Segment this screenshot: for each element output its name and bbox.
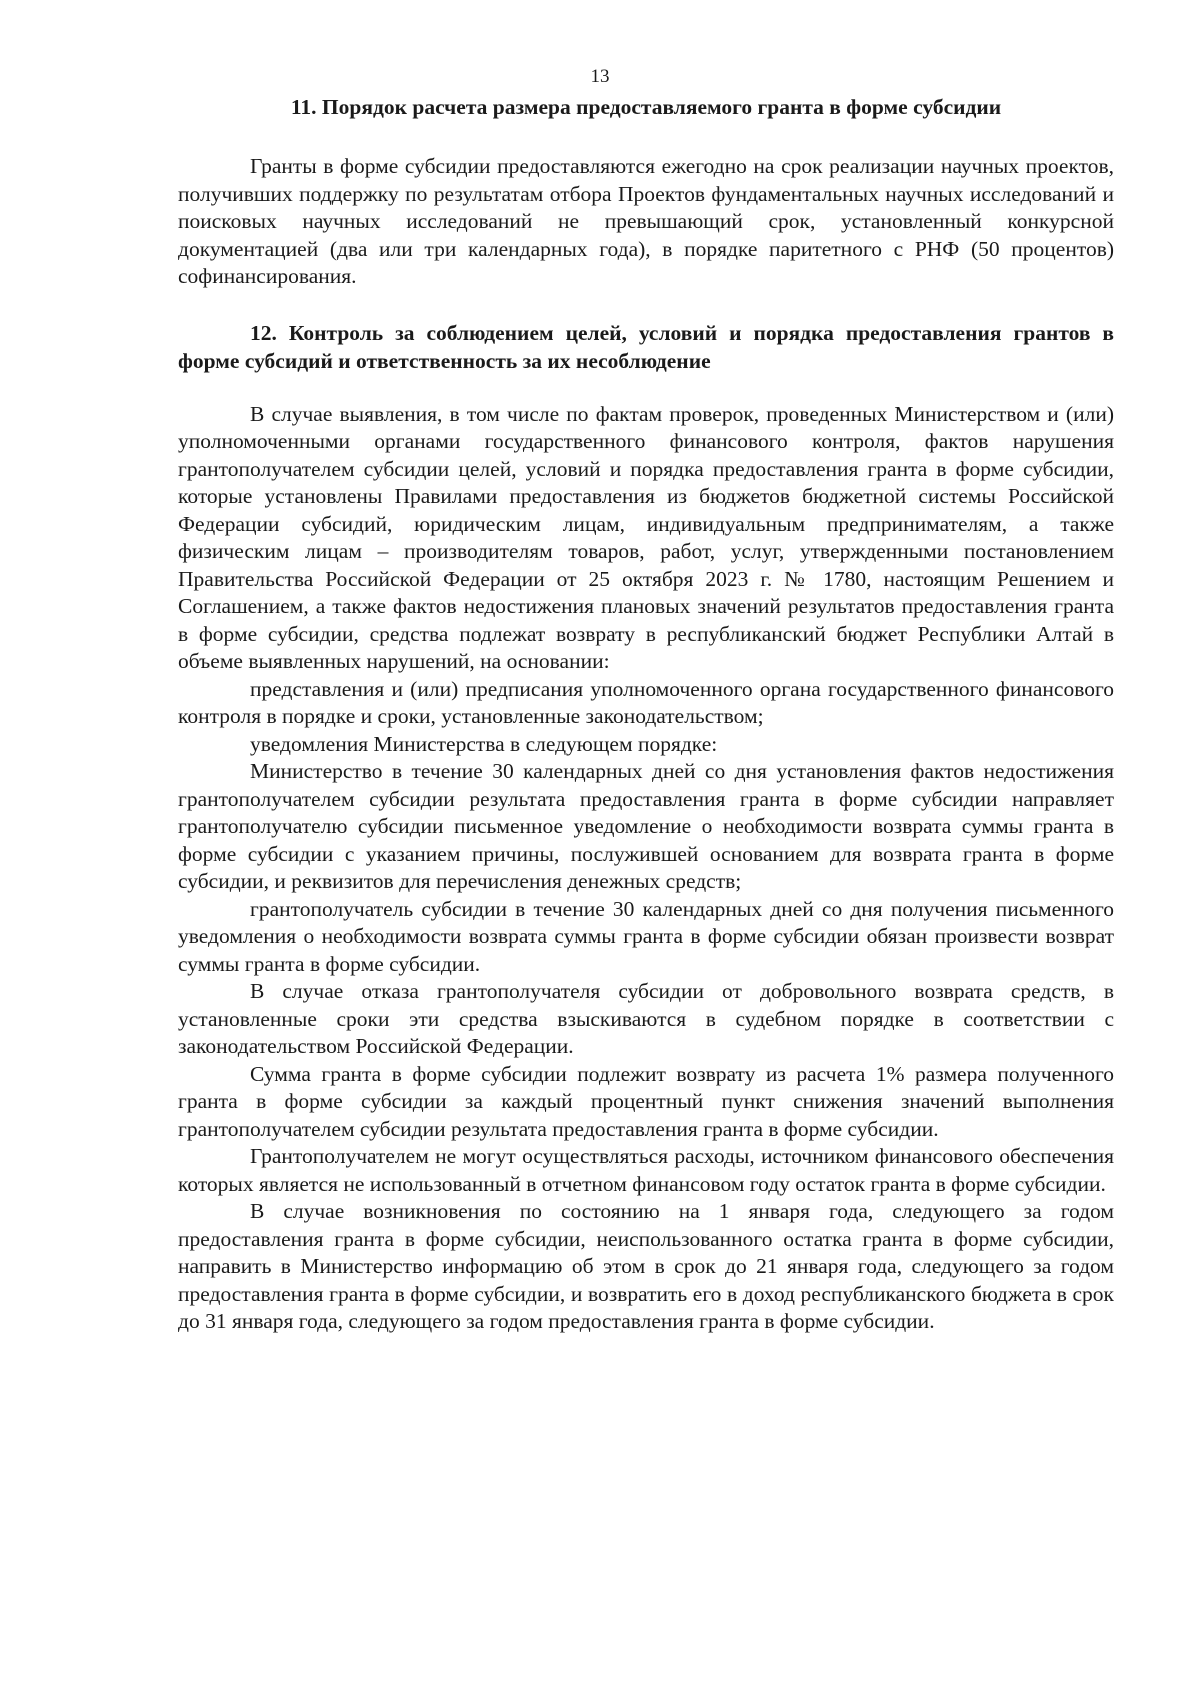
section-12-paragraph-4: Министерство в течение 30 календарных дней со дня установления фактов недостижения грантополучателем субсидии результата предоставления гранта в форме субсидии направляет грантополучателю субсидии письменное уведомление о необходимости возврата суммы гранта в форме субсидии с указанием причины, послужившей основанием для возврата гранта в форме субсидии, и реквизитов для перечисления денежных средств; [178,759,1114,893]
section-12-paragraph-9: В случае возникновения по состоянию на 1 января года, следующего за годом предоставления гранта в форме субсидии, неиспользованного остатка гранта в форме субсидии, направить в Министерство информацию об этом в срок до 21 января года, следующего за годом предоставления гранта в форме субсидии, и возвратить его в доход республиканского бюджета в срок до 31 января года, следующего за годом предоставления гранта в форме субсидии. [178,1199,1114,1333]
section-12-paragraph-1: В случае выявления, в том числе по фактам проверок, проведенных Министерством и (или) уполномоченными органами государственного финансового контроля, фактов нарушения грантополучателем субсидии целей, условий и порядка предоставления гранта в форме субсидии, которые установлены Правилами предоставления из бюджетов бюджетной системы Российской Федерации субсидий, юридическим лицам, индивидуальным предпринимателям, а также физическим лицам – производителям товаров, работ, услуг, утвержденными постановлением Правительства Российской Федерации от 25 октября 2023 г. № 1780, настоящим Решением и Соглашением, а также фактов недостижения плановых значений результатов предоставления гранта в форме субсидии, средства подлежат возврату в республиканский бюджет Республики Алтай в объеме выявленных нарушений, на основании: [178,401,1114,673]
section-12-paragraph-7: Сумма гранта в форме субсидии подлежит возврату из расчета 1% размера полученного гранта в форме субсидии за каждый процентный пункт снижения значений выполнения грантополучателем субсидии результата предоставления гранта в форме субсидии. [178,1061,1114,1141]
page-number: 13 [590,66,610,87]
section-12-paragraph-6: В случае отказа грантополучателя субсидии от добровольного возврата средств, в установленные сроки эти средства взыскиваются в судебном порядке в соответствии с законодательством Российской Федерации. [178,979,1114,1058]
section-12-paragraph-8: Грантополучателем не могут осуществляться расходы, источником финансового обеспечения которых является не использованный в отчетном финансовом году остаток гранта в форме субсидии. [178,1144,1114,1196]
section-12-paragraph-5: грантополучатель субсидии в течение 30 календарных дней со дня получения письменного уведомления о необходимости возврата суммы гранта в форме субсидии обязан произвести возврат суммы гранта в форме субсидии. [178,896,1114,976]
document-body [178,93,1114,1336]
section-12-paragraph-2: представления и (или) предписания уполномоченного органа государственного финансового контроля в порядке и сроки, установленные законодательством; [178,676,1114,728]
section-12-heading: 12. Контроль за соблюдением целей, условий и порядка предоставления грантов в форме субсидий и ответственность за их несоблюдение [178,320,1114,373]
section-11-paragraph-1: Гранты в форме субсидии предоставляются ежегодно на срок реализации научных проектов, получивших поддержку по результатам отбора Проектов фундаментальных научных исследований и поисковых научных исследований не превышающий срок, установленный конкурсной документацией (два или три календарных года), в порядке паритетного с РНФ (50 процентов) софинансирования. [178,154,1114,288]
section-11-heading: 11. Порядок расчета размера предоставляемого гранта в форме субсидии [290,95,1002,119]
section-12-paragraph-3: уведомления Министерства в следующем порядке: [250,731,718,756]
